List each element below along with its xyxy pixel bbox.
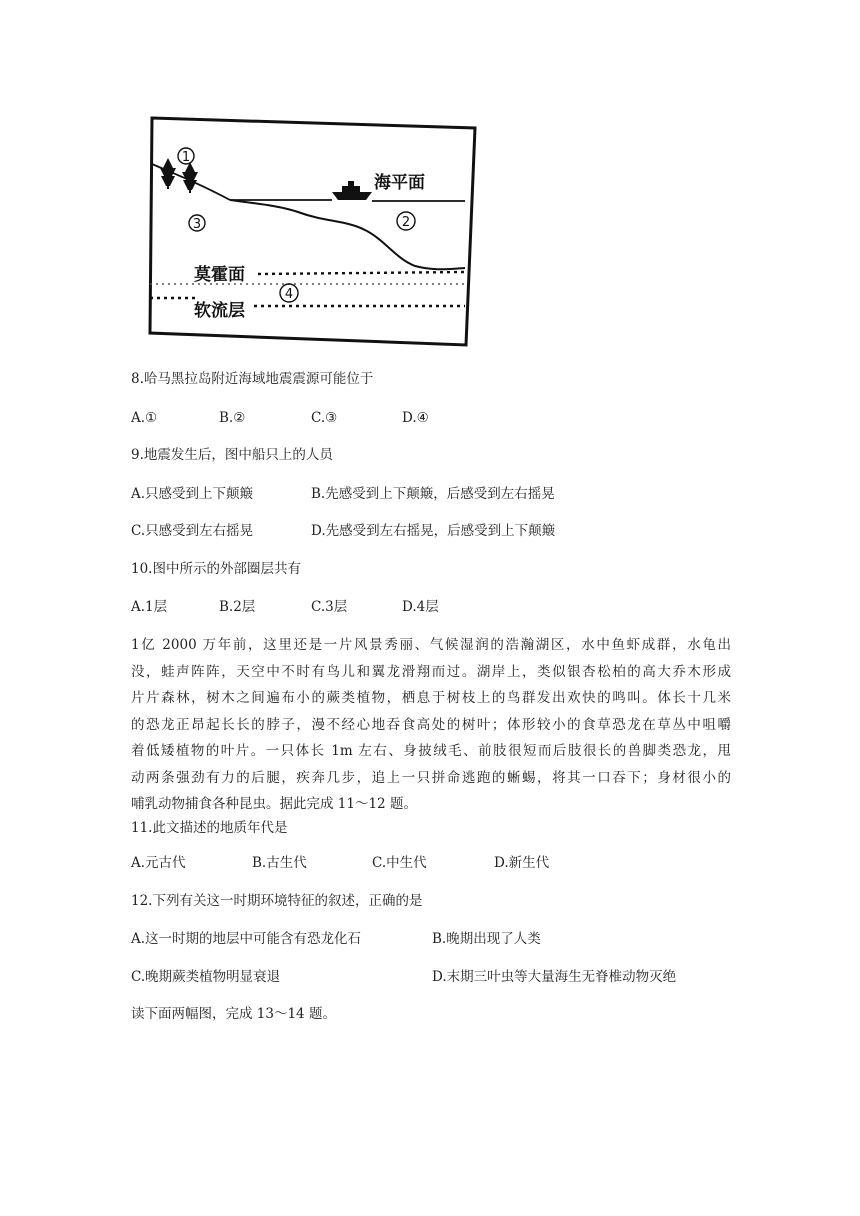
q11-option-c: C.中生代	[372, 855, 427, 871]
q9-option-c: C.只感受到左右摇晃	[131, 523, 254, 539]
cross-section-figure	[130, 108, 480, 348]
passage-line: 着低矮植物的叶片。一只体长 1m 左右、身披绒毛、前肢很短而后肢很长的兽脚类恐龙，甩	[131, 743, 731, 759]
question-11-stem: 11.此文描述的地质年代是	[131, 820, 288, 836]
q8-option-c: C.③	[311, 410, 338, 426]
q10-option-b: B.2层	[219, 599, 256, 615]
asthenosphere-label: 软流层	[194, 301, 245, 321]
moho-label: 莫霍面	[194, 265, 245, 285]
q10-option-d: D.4层	[402, 599, 439, 615]
passage-line: 片片森林，树木之间遍布小的蕨类植物，栖息于树枝上的鸟群发出欢快的鸣叫。体长十几米	[131, 690, 731, 706]
q12-option-c: C.晚期蕨类植物明显衰退	[131, 969, 281, 985]
q11-option-d: D.新生代	[494, 855, 550, 871]
question-9-stem: 9.地震发生后，图中船只上的人员	[131, 447, 333, 463]
q11-option-a: A.元古代	[131, 855, 186, 871]
q9-option-a: A.只感受到上下颠簸	[131, 486, 254, 502]
ship-icon	[332, 181, 372, 200]
marker-1	[178, 148, 194, 165]
q10-option-c: C.3层	[311, 599, 348, 615]
q8-option-d: D.④	[402, 410, 429, 426]
passage-line: 动两条强劲有力的后腿，疾奔几步，追上一只拼命逃跑的蜥蜴，将其一口吞下；身材很小的	[131, 769, 731, 786]
earth-layers-diagram	[130, 108, 480, 348]
passage-line: 1亿 2000 万年前，这里还是一片风景秀丽、气候湿润的浩瀚湖区，水中鱼虾成群，水龟出	[131, 637, 731, 653]
q12-option-b: B.晚期出现了人类	[432, 931, 541, 947]
passage	[131, 632, 731, 818]
sea-floor	[230, 200, 465, 269]
question-12-stem: 12.下列有关这一时期环境特征的叙述，正确的是	[131, 893, 423, 909]
svg-text:4: 4	[284, 287, 294, 302]
q12-option-a: A.这一时期的地层中可能含有恐龙化石	[131, 931, 362, 947]
marker-3	[189, 215, 205, 232]
marker-2	[397, 212, 415, 230]
q12-option-d: D.末期三叶虫等大量海生无脊椎动物灭绝	[432, 969, 677, 985]
q9-option-d: D.先感受到左右摇晃，后感受到上下颠簸	[311, 523, 556, 539]
passage-line: 哺乳动物捕食各种昆虫。据此完成 11～12 题。	[131, 796, 417, 812]
question-8-stem: 8.哈马黑拉岛附近海域地震震源可能位于	[131, 371, 374, 387]
sea-level-label: 海平面	[374, 173, 425, 193]
svg-text:3: 3	[192, 217, 202, 232]
q9-option-b: B.先感受到上下颠簸，后感受到左右摇晃	[311, 486, 555, 502]
q8-option-a: A.①	[131, 410, 158, 426]
instruction-text: 读下面两幅图，完成 13～14 题。	[131, 1006, 336, 1022]
svg-text:1: 1	[181, 150, 191, 165]
passage-line: 的恐龙正昂起长长的脖子，漫不经心地吞食高处的树叶；体形较小的食草恐龙在草丛中咀嚼	[131, 716, 731, 733]
q8-option-b: B.②	[219, 410, 246, 426]
q11-option-b: B.古生代	[252, 855, 307, 871]
svg-text:2: 2	[401, 215, 411, 230]
moho-line	[258, 272, 465, 274]
question-10-stem: 10.图中所示的外部圈层共有	[131, 561, 301, 577]
marker-4	[280, 284, 298, 302]
passage-line: 没，蛙声阵阵，天空中不时有鸟儿和翼龙滑翔而过。湖岸上，类似银杏松柏的高大乔木形成	[131, 663, 731, 680]
q10-option-a: A.1层	[131, 599, 168, 615]
